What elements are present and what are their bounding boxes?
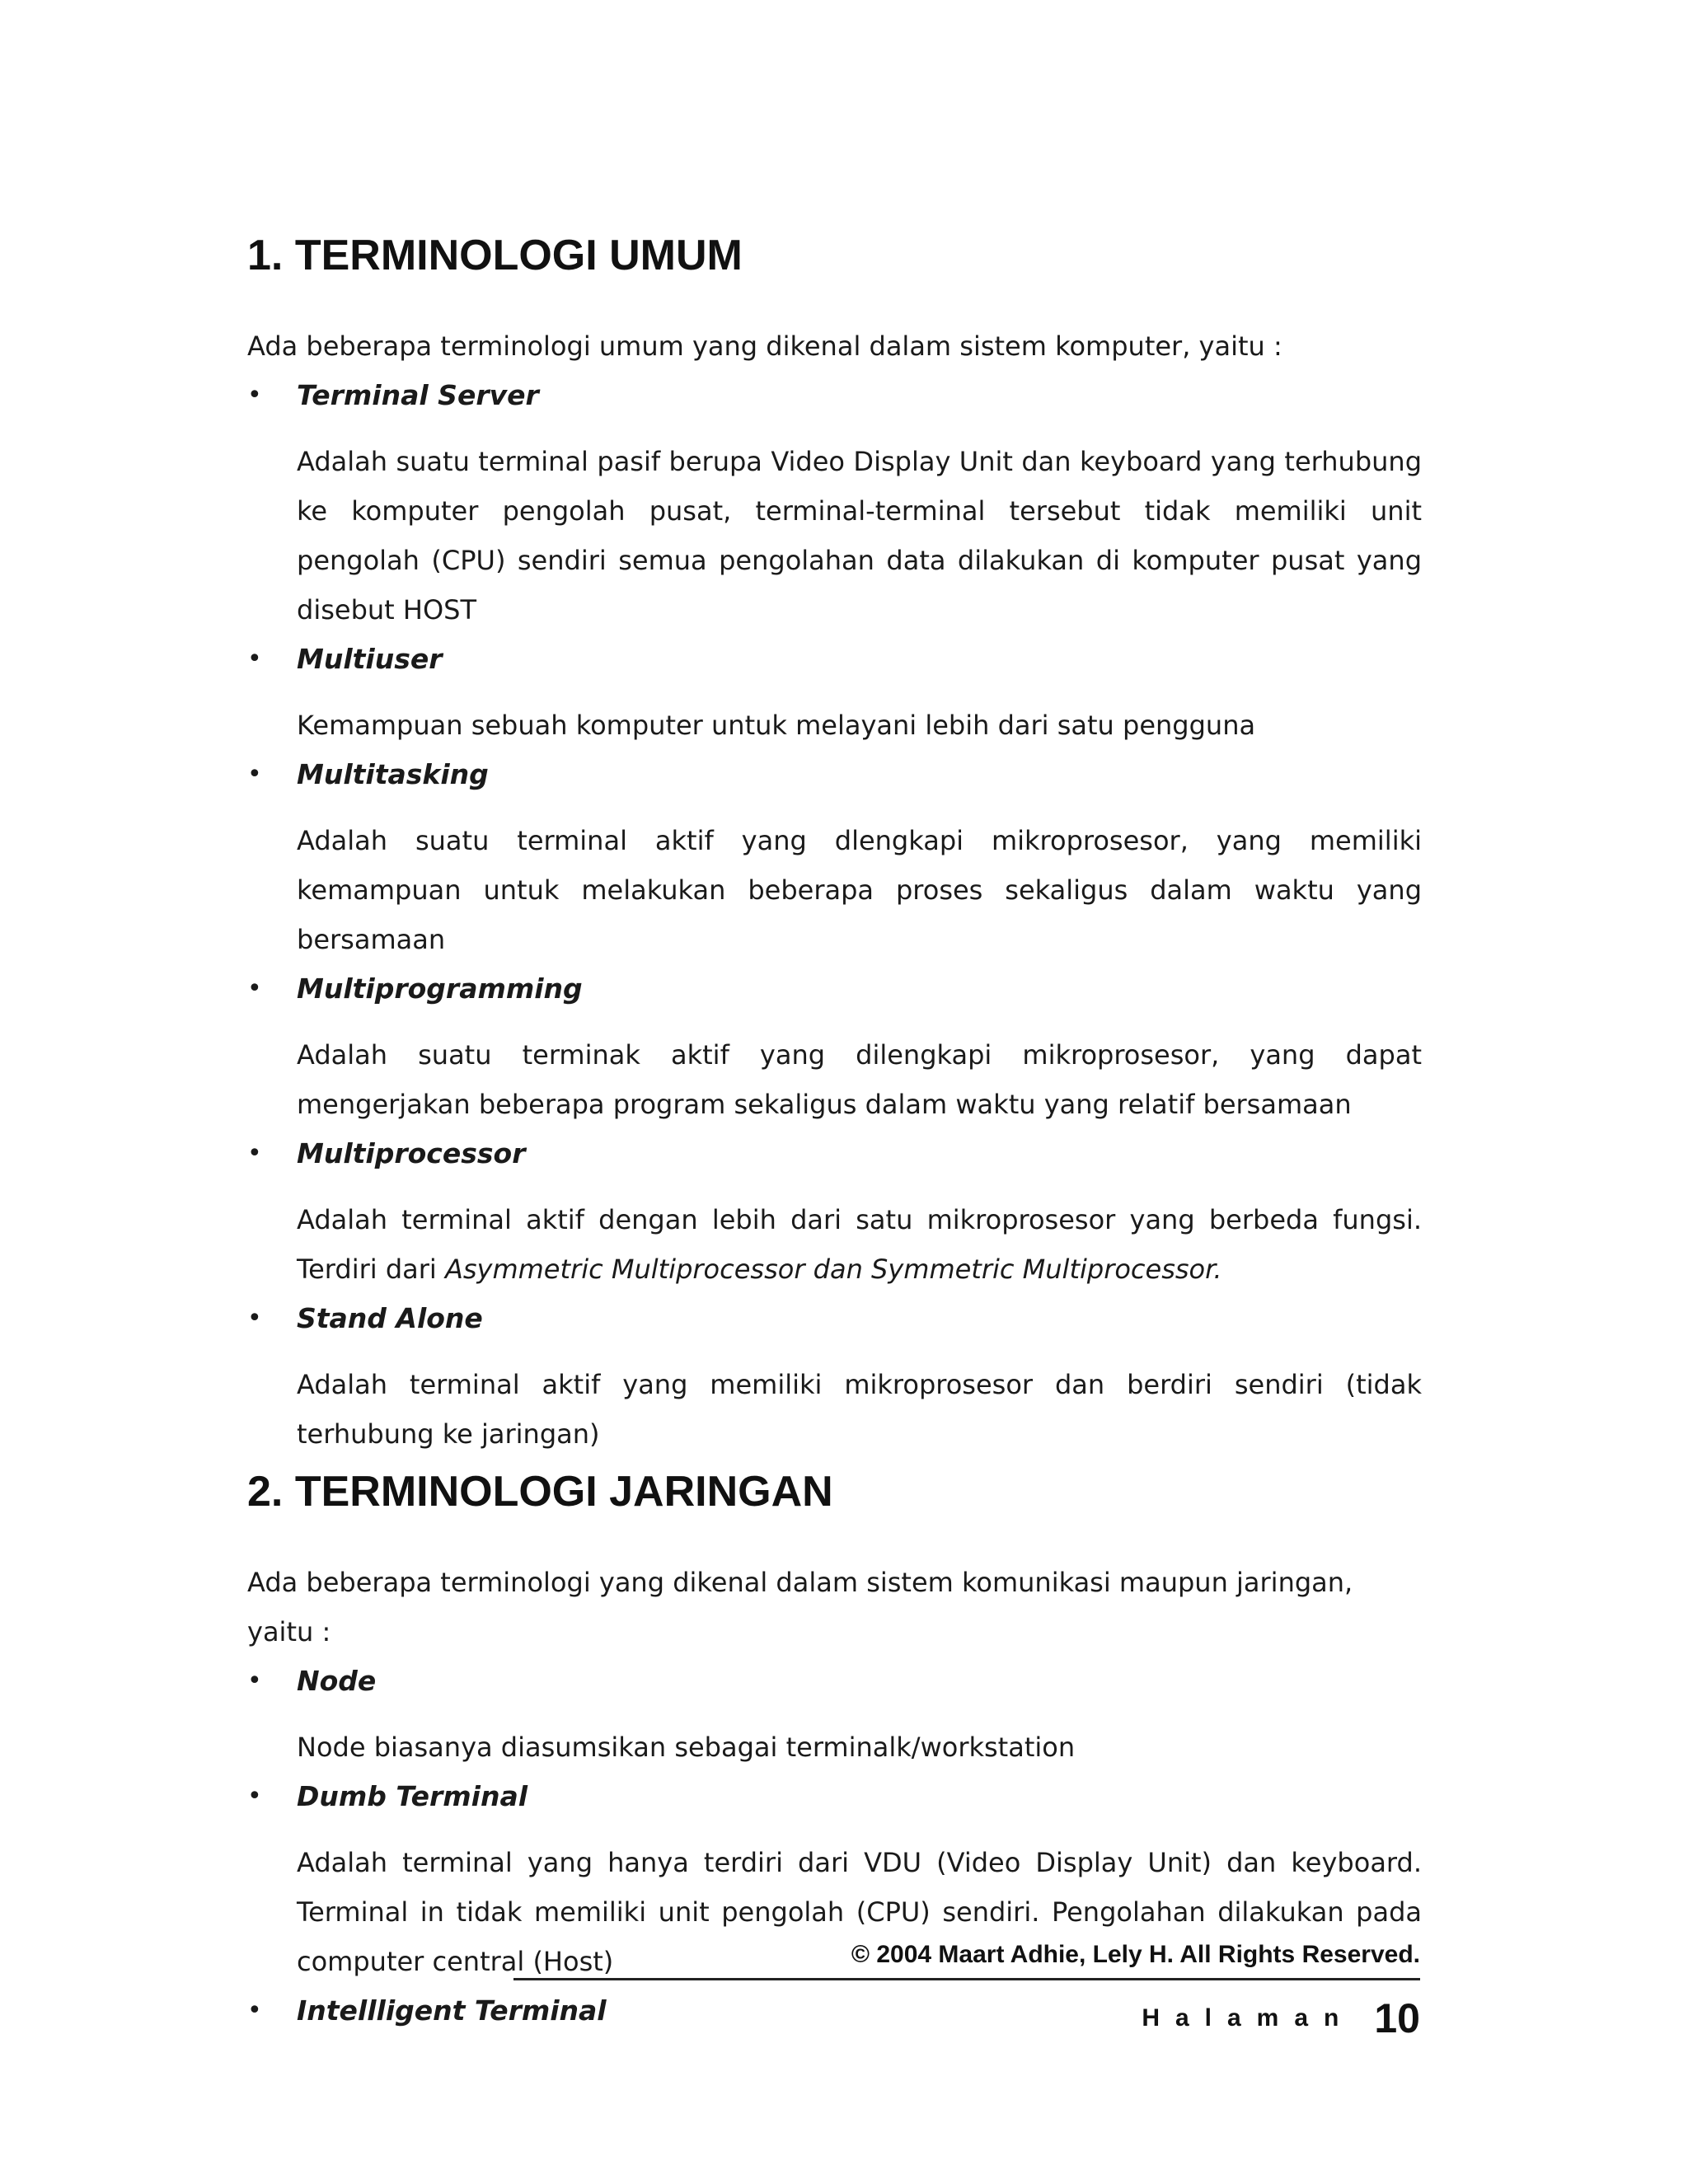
bullet-icon: • <box>247 974 262 1003</box>
term-name: Terminal Server <box>297 379 539 411</box>
term-heading <box>247 1657 1422 1706</box>
footer-divider <box>513 1978 1420 1980</box>
term-description: Node biasanya diasumsikan sebagai terminalk/workstation <box>297 1732 1076 1763</box>
term-item <box>247 635 1422 750</box>
document-page <box>247 223 1422 2036</box>
term-item <box>247 1657 1422 1772</box>
section-1-intro: Ada beberapa terminologi umum yang dikenal dalam sistem komputer, yaitu : <box>247 330 1282 362</box>
bullet-icon: • <box>247 1782 262 1811</box>
term-heading <box>247 371 1422 420</box>
section-1-term-list <box>247 371 1422 1459</box>
term-item <box>247 964 1422 1129</box>
bullet-icon: • <box>247 1666 262 1695</box>
term-heading <box>247 750 1422 799</box>
term-description <box>297 1195 1422 1294</box>
footer-page-indicator <box>1142 1994 1420 2042</box>
term-heading <box>247 964 1422 1014</box>
term-heading <box>247 1129 1422 1179</box>
term-description: Adalah terminal yang hanya terdiri dari VDU (Video Display Unit) dan keyboard. Terminal in tidak memiliki unit pengolah (CPU) sendiri. Pengolahan dilakukan pada computer central (Host) <box>297 1847 1422 1977</box>
term-name: Multiprogramming <box>297 972 583 1005</box>
term-item <box>247 750 1422 964</box>
page-number: 10 <box>1374 1995 1420 2041</box>
bullet-icon: • <box>247 1304 262 1333</box>
term-name: Multitasking <box>297 758 489 790</box>
section-2-title: 2. TERMINOLOGI JARINGAN <box>247 1468 833 1516</box>
term-name: Dumb Terminal <box>297 1780 528 1812</box>
bullet-icon: • <box>247 1996 262 2025</box>
page-label: Halaman <box>1142 2004 1355 2032</box>
bullet-icon: • <box>247 381 262 410</box>
term-name: Node <box>297 1665 377 1697</box>
term-name: Multiuser <box>297 643 443 675</box>
term-heading <box>247 635 1422 684</box>
term-description: Adalah suatu terminal pasif berupa Video Display Unit dan keyboard yang terhubung ke komputer pengolah pusat, terminal-terminal tersebut tidak memiliki unit pengolah (CPU) sendiri semua pengolahan data dilakukan di komputer pusat yang disebut HOST <box>297 446 1422 626</box>
term-description: Kemampuan sebuah komputer untuk melayani lebih dari satu pengguna <box>297 710 1256 741</box>
footer-copyright: © 2004 Maart Adhie, Lely H. All Rights Reserved. <box>851 1941 1420 1968</box>
term-heading <box>247 1294 1422 1343</box>
term-name: Stand Alone <box>297 1302 483 1334</box>
bullet-icon: • <box>247 644 262 673</box>
term-description-text: Adalah terminal aktif dengan lebih dari satu mikroprosesor yang berbeda fungsi. Terdiri dari <box>297 1204 1422 1285</box>
term-item <box>247 371 1422 635</box>
term-description: Adalah suatu terminak aktif yang dilengkapi mikroprosesor, yang dapat mengerjakan beberapa program sekaligus dalam waktu yang relatif bersamaan <box>297 1039 1422 1120</box>
term-item <box>247 1294 1422 1459</box>
term-description: Adalah terminal aktif yang memiliki mikroprosesor dan berdiri sendiri (tidak terhubung ke jaringan) <box>297 1369 1422 1450</box>
term-name: Intellligent Terminal <box>297 1994 607 2027</box>
term-item <box>247 1129 1422 1294</box>
section-1-title: 1. TERMINOLOGI UMUM <box>247 232 743 279</box>
bullet-icon: • <box>247 760 262 789</box>
term-heading <box>247 1772 1422 1821</box>
term-description: Adalah suatu terminal aktif yang dlengkapi mikroprosesor, yang memiliki kemampuan untuk melakukan beberapa proses sekaligus dalam waktu yang bersamaan <box>297 825 1422 955</box>
term-name: Multiprocessor <box>297 1137 526 1169</box>
term-description-italic: Asymmetric Multiprocessor dan Symmetric Multiprocessor. <box>444 1254 1222 1285</box>
bullet-icon: • <box>247 1139 262 1168</box>
section-2-intro: Ada beberapa terminologi yang dikenal dalam sistem komunikasi maupun jaringan, yaitu : <box>247 1567 1353 1647</box>
